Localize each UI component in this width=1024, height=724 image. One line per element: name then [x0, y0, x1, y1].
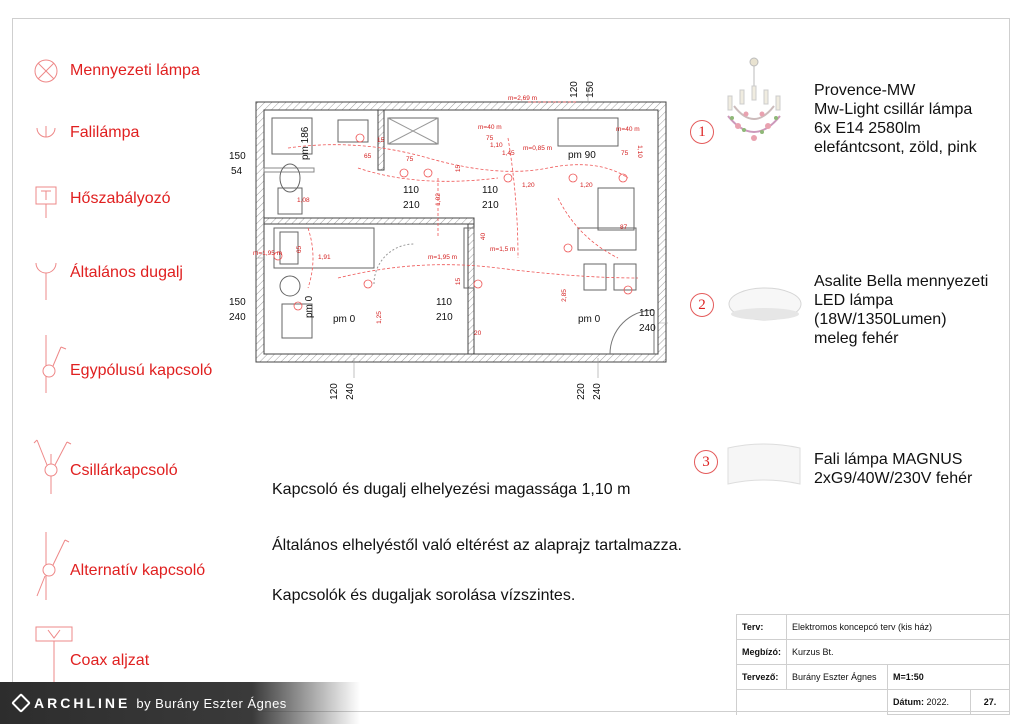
scale-value: M=1:50 — [888, 665, 1010, 690]
product-line: elefántcsont, zöld, pink — [814, 139, 977, 156]
dim-label: 110 — [403, 185, 419, 196]
title-block — [736, 614, 1010, 712]
red-dim-label: 1,10 — [635, 145, 643, 158]
red-dim-label: m=40 m — [616, 126, 640, 133]
dim-label: 220 — [575, 383, 587, 400]
socket-icon — [33, 260, 59, 302]
dim-label: pm 0 — [333, 314, 356, 325]
product-number-badge: 1 — [690, 120, 714, 144]
dim-label: 150 — [584, 81, 596, 98]
archline-brand-bar — [0, 682, 360, 724]
dim-label: 110 — [639, 308, 655, 319]
dim-label: 150 — [229, 151, 246, 162]
wall-lamp-icon — [33, 122, 59, 144]
dim-label: 240 — [344, 383, 356, 400]
red-dim-label: 87 — [620, 224, 628, 231]
product-line: 2xG9/40W/230V fehér — [814, 470, 973, 487]
red-dim-label: 1,20 — [580, 182, 593, 189]
red-dim-label: 65 — [296, 245, 304, 254]
red-dim-label: 75 — [486, 135, 494, 142]
product-line: Asalite Bella mennyezeti — [814, 273, 989, 290]
dim-label: pm 0 — [304, 295, 315, 318]
red-dim-label: 1,20 — [522, 182, 535, 189]
dim-label: 120 — [568, 81, 580, 98]
megbizo-label: Megbízó: — [737, 640, 787, 665]
red-dim-label: 20 — [474, 330, 482, 337]
legend-label-alternative-switch: Alternatív kapcsoló — [70, 562, 206, 579]
red-dim-label: 75 — [621, 150, 629, 157]
dim-label: 54 — [231, 166, 243, 177]
dim-label: 240 — [639, 323, 656, 334]
red-dim-label: m=1,95 m — [253, 250, 283, 257]
product-description — [814, 272, 988, 348]
dim-label: 120 — [328, 383, 340, 400]
tervezo-value: Burány Eszter Ágnes — [787, 665, 888, 690]
logo-mark-icon — [11, 693, 31, 713]
legend-label-socket: Általános dugalj — [70, 264, 183, 281]
product-line: Fali lámpa MAGNUS — [814, 451, 963, 468]
product-line: LED lámpa — [814, 292, 894, 309]
red-dim-label: 75 — [406, 156, 414, 163]
red-dim-label: 65 — [364, 153, 372, 160]
legend-label-thermostat: Hőszabályozó — [70, 190, 171, 207]
datum-cell — [888, 690, 971, 715]
dim-label: 110 — [482, 185, 498, 196]
dim-label: 210 — [436, 312, 453, 323]
red-dim-label: 1,91 — [318, 254, 331, 261]
page-number: 27. — [971, 690, 1010, 715]
red-dim-label: 1,45 — [502, 150, 515, 157]
red-dim-label: m=1,5 m — [490, 246, 516, 253]
dim-label: pm 186 — [300, 126, 311, 160]
megbizo-value: Kurzus Bt. — [787, 640, 1010, 665]
chandelier-switch-icon — [33, 432, 73, 496]
dim-label: 150 — [229, 297, 246, 308]
tervezo-label: Tervező: — [737, 665, 787, 690]
product-number-badge: 2 — [690, 293, 714, 317]
red-dim-label: m=40 m — [478, 124, 502, 131]
red-dim-label: 15 — [455, 277, 463, 286]
red-dim-label: 2,85 — [560, 289, 568, 302]
datum-label: Dátum: — [893, 697, 924, 707]
dim-label: 240 — [591, 383, 603, 400]
dim-label: 210 — [403, 200, 420, 211]
dim-label: 210 — [482, 200, 499, 211]
ceiling-led-lamp-image — [726, 282, 804, 326]
red-dim-label: 1,25 — [375, 311, 383, 324]
archline-logo: ARCHLINE — [34, 695, 131, 711]
alternative-switch-icon — [33, 530, 73, 602]
red-dim-label: 1,02 — [434, 193, 442, 206]
thermostat-icon — [33, 184, 59, 220]
wall-lamp-image — [724, 440, 804, 486]
red-dim-label: 15 — [377, 137, 385, 144]
terv-label: Terv: — [737, 615, 787, 640]
dim-label: 240 — [229, 312, 246, 323]
floor-plan-drawing — [218, 78, 668, 398]
red-dim-label: 15 — [455, 164, 463, 173]
legend-label-single-pole-switch: Egypólusú kapcsoló — [70, 362, 213, 379]
product-line: Provence-MW — [814, 82, 916, 99]
product-line: meleg fehér — [814, 330, 899, 347]
red-dim-label: 40 — [480, 232, 488, 241]
red-dim-label: m=0,85 m — [523, 145, 553, 152]
dim-label: pm 90 — [568, 150, 596, 161]
dim-label: pm 0 — [578, 314, 601, 325]
terv-value: Elektromos koncepcó terv (kis ház) — [787, 615, 1010, 640]
product-description — [814, 450, 972, 488]
ceiling-lamp-icon — [33, 58, 59, 84]
note-order: Kapcsolók és dugaljak sorolása vízszintes. — [272, 587, 576, 604]
red-dim-label: m=2,69 m — [508, 95, 538, 102]
note-mounting-height: Kapcsoló és dugalj elhelyezési magassága 1,10 m — [272, 481, 631, 498]
note-deviation: Általános elhelyéstől való eltérést az alaprajz tartalmazza. — [272, 537, 682, 554]
single-pole-switch-icon — [33, 333, 67, 395]
red-dim-label: m=1,95 m — [428, 254, 458, 261]
legend-label-ceiling-lamp: Mennyezeti lámpa — [70, 62, 200, 79]
product-line: Mw-Light csillár lámpa — [814, 101, 973, 118]
dim-label: 110 — [436, 297, 452, 308]
product-number-badge: 3 — [694, 450, 718, 474]
product-description — [814, 81, 977, 157]
legend-label-coax-socket: Coax aljzat — [70, 652, 150, 669]
red-dim-label: 1,08 — [297, 197, 310, 204]
red-dim-label: 1,10 — [490, 142, 503, 149]
chandelier-image — [718, 56, 790, 160]
datum-value: 2022. — [926, 697, 950, 707]
product-line: (18W/1350Lumen) — [814, 311, 947, 328]
brand-author: by Burány Eszter Ágnes — [136, 695, 287, 711]
legend-label-wall-lamp: Falilámpa — [70, 124, 140, 141]
product-line: 6x E14 2580lm — [814, 120, 921, 137]
legend-label-chandelier-switch: Csillárkapcsoló — [70, 462, 178, 479]
